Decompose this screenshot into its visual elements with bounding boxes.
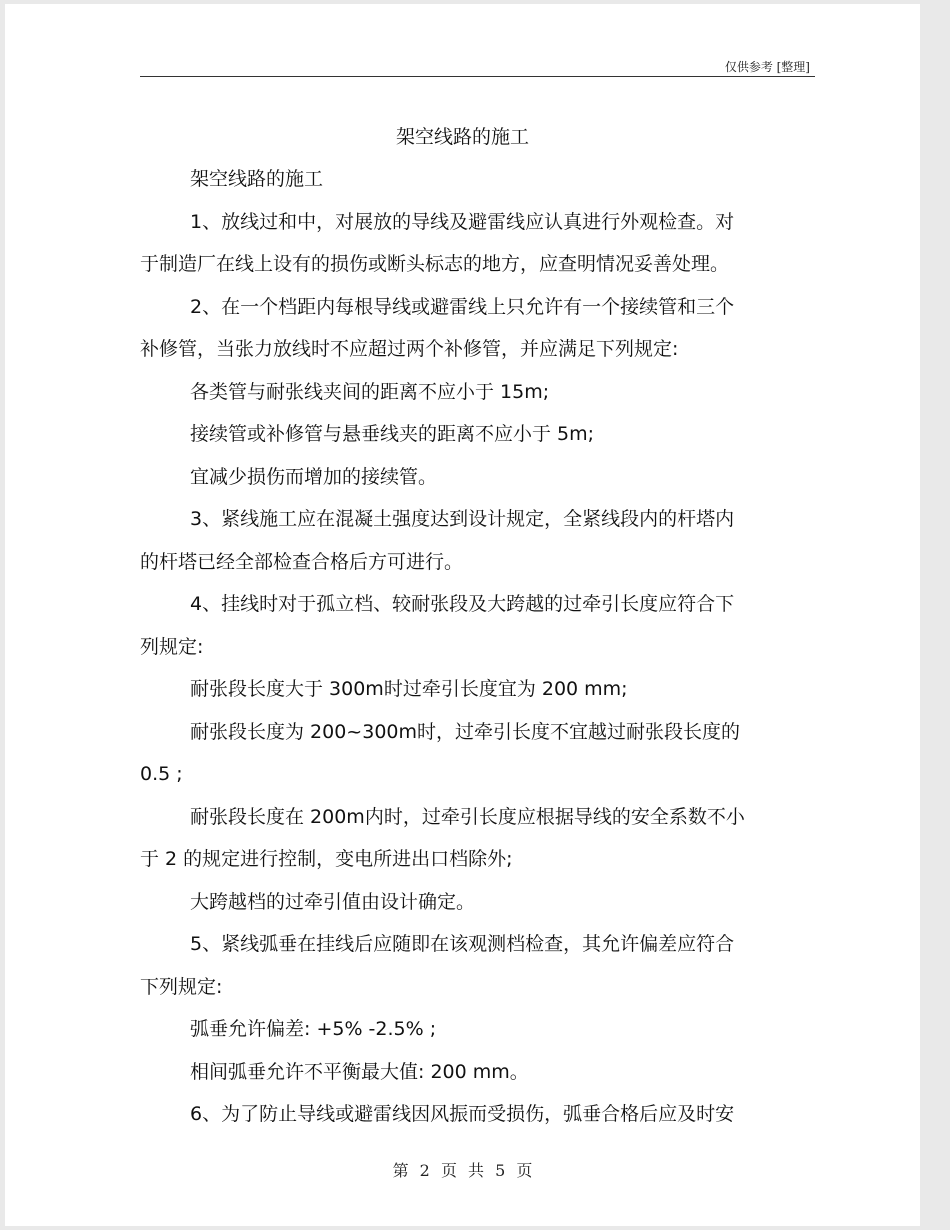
header-rule xyxy=(140,76,815,77)
body-line: 5、紧线弧垂在挂线后应随即在该观测档检查，其允许偏差应符合 xyxy=(190,933,735,955)
body-line: 4、挂线时对于孤立档、较耐张段及大跨越的过牵引长度应符合下 xyxy=(190,593,735,615)
document-body xyxy=(140,158,790,1136)
body-line: 耐张段长度为 200~300m时，过牵引长度不宜越过耐张段长度的 xyxy=(190,720,740,743)
body-line: 大跨越档的过牵引值由设计确定。 xyxy=(190,890,476,913)
body-line: 于 2 的规定进行控制，变电所进出口档除外; xyxy=(140,848,513,870)
document-title: 架空线路的施工 xyxy=(395,126,529,148)
header-note: 仅供参考 [整理] xyxy=(724,60,810,74)
body-line: 耐张段长度大于 300m时过牵引长度宜为 200 mm; xyxy=(190,678,628,700)
body-line: 宜减少损伤而增加的接续管。 xyxy=(190,465,438,488)
page-footer: 第 2 页 共 5 页 xyxy=(392,1161,533,1180)
body-line: 0.5 ; xyxy=(140,763,183,785)
body-line: 于制造厂在线上设有的损伤或断头标志的地方，应查明情况妥善处理。 xyxy=(140,253,730,275)
body-line: 架空线路的施工 xyxy=(190,168,324,190)
body-line: 各类管与耐张线夹间的距离不应小于 15m; xyxy=(190,380,550,403)
body-line: 接续管或补修管与悬垂线夹的距离不应小于 5m; xyxy=(190,423,595,445)
body-line: 耐张段长度在 200m内时，过牵引长度应根据导线的安全系数不小 xyxy=(190,805,745,828)
body-line: 下列规定: xyxy=(140,975,223,998)
body-line: 6、为了防止导线或避雷线因风振而受损伤，弧垂合格后应及时安 xyxy=(190,1103,735,1125)
document-page xyxy=(5,4,920,1226)
body-line: 的杆塔已经全部检查合格后方可进行。 xyxy=(140,550,464,573)
body-line: 1、放线过和中，对展放的导线及避雷线应认真进行外观检查。对 xyxy=(190,210,735,233)
body-line: 相间弧垂允许不平衡最大值: 200 mm。 xyxy=(190,1060,529,1083)
body-line: 列规定: xyxy=(140,635,204,658)
body-line: 补修管，当张力放线时不应超过两个补修管，并应满足下列规定: xyxy=(140,338,679,360)
body-line: 2、在一个档距内每根导线或避雷线上只允许有一个接续管和三个 xyxy=(190,295,735,318)
body-line: 弧垂允许偏差: +5% -2.5% ; xyxy=(190,1018,437,1040)
body-line: 3、紧线施工应在混凝土强度达到设计规定，全紧线段内的杆塔内 xyxy=(190,508,735,530)
